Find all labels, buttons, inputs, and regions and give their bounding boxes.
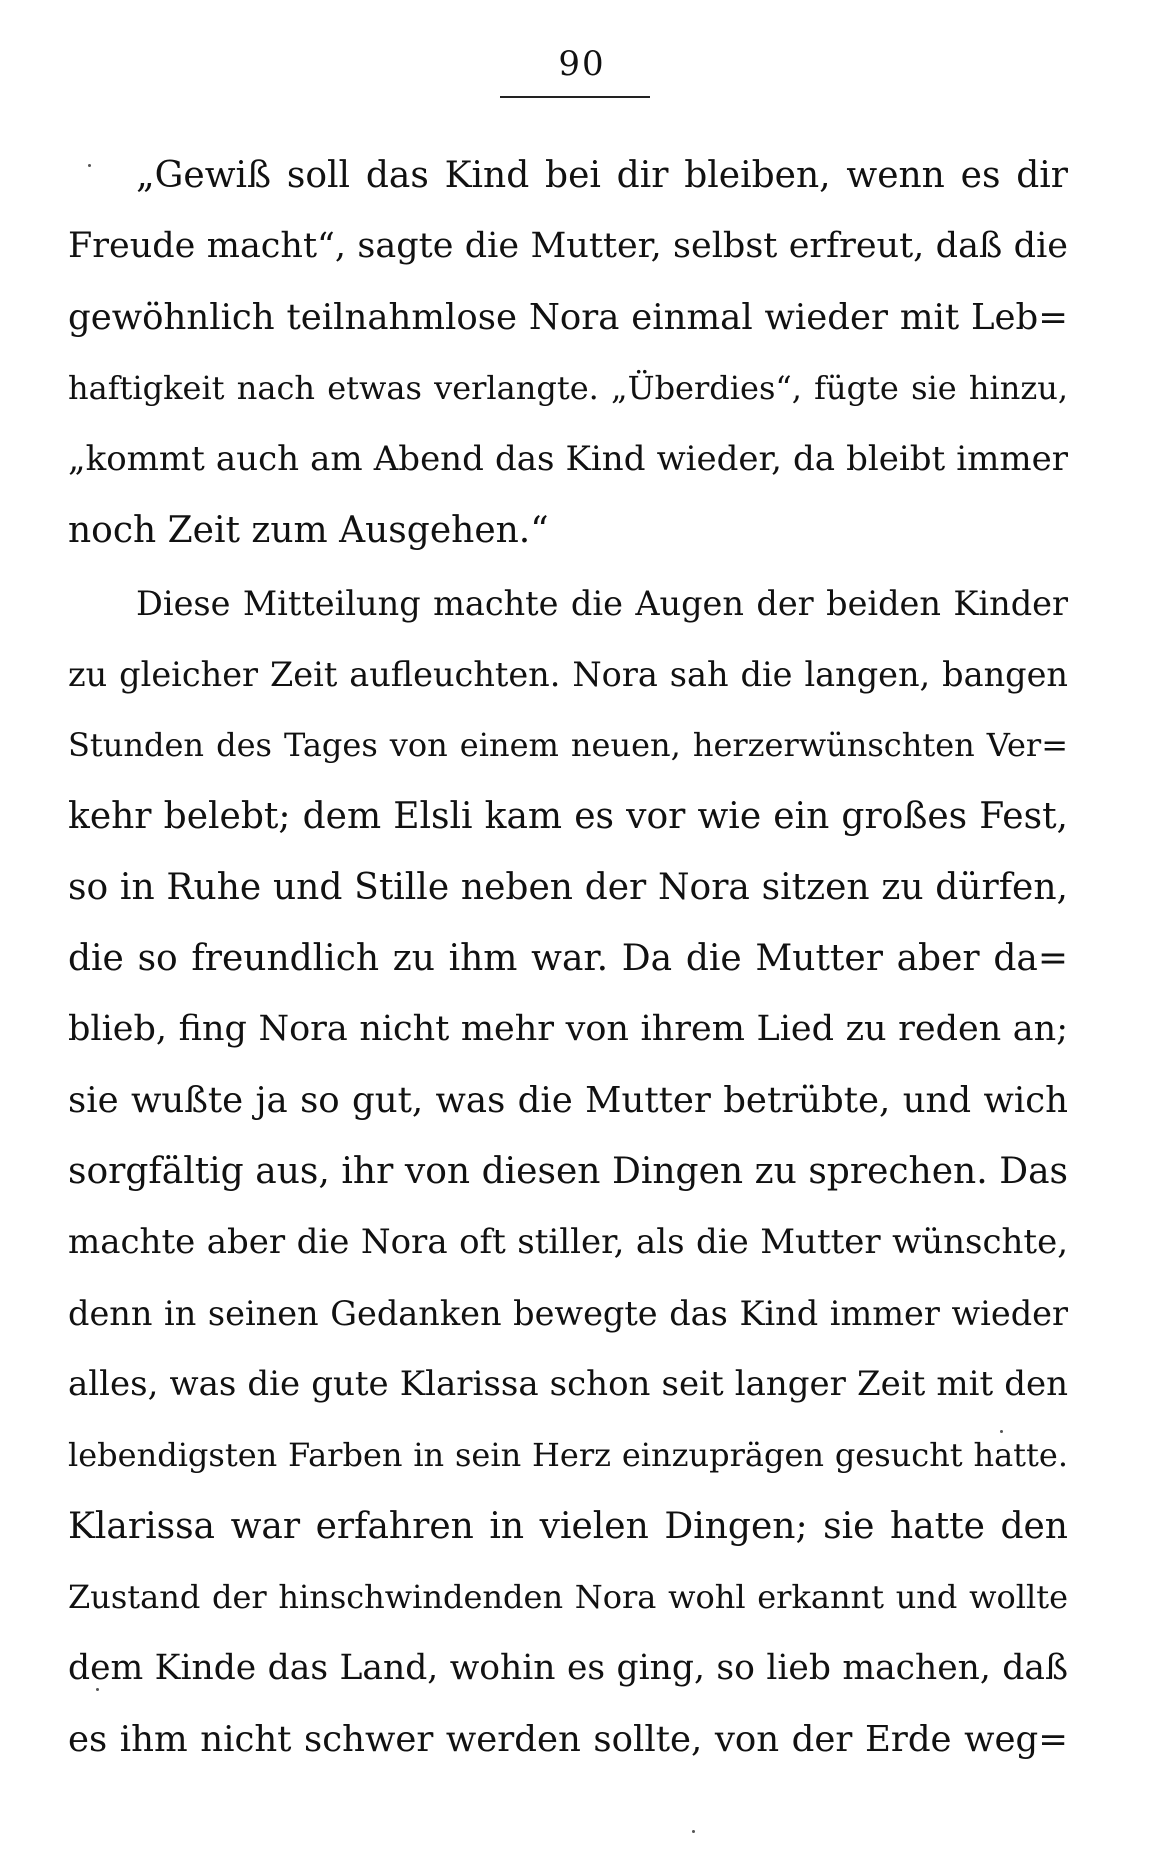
print-speck bbox=[96, 1688, 99, 1691]
text-line: so in Ruhe und Stille neben der Nora sitzen zu dürfen, bbox=[68, 867, 1068, 908]
text-line: dem Kinde das Land, wohin es ging, so lieb machen, daß bbox=[68, 1648, 1068, 1688]
text-line: zu gleicher Zeit aufleuchten. Nora sah die langen, bangen bbox=[68, 655, 1068, 694]
print-speck bbox=[692, 1830, 695, 1833]
text-line: blieb, fing Nora nicht mehr von ihrem Lied zu reden an; bbox=[68, 1009, 1068, 1049]
text-line: noch Zeit zum Ausgehen.“ bbox=[68, 510, 549, 551]
print-speck bbox=[1000, 1430, 1003, 1433]
text-line: alles, was die gute Klarissa schon seit langer Zeit mit den bbox=[68, 1364, 1068, 1404]
print-speck bbox=[88, 164, 91, 167]
text-line: Freude macht“, sagte die Mutter, selbst erfreut, daß die bbox=[68, 226, 1068, 266]
text-line: machte aber die Nora oft stiller, als die Mutter wünschte, bbox=[68, 1222, 1068, 1262]
text-line: sie wußte ja so gut, was die Mutter betrübte, und wich bbox=[68, 1080, 1068, 1121]
text-line: haftigkeit nach etwas verlangte. „Überdies“, fügte sie hinzu, bbox=[68, 369, 1068, 407]
text-line: Zustand der hinschwindenden Nora wohl erkannt und wollte bbox=[68, 1578, 1068, 1616]
text-line: lebendigsten Farben in sein Herz einzuprägen gesucht hatte. bbox=[68, 1436, 1068, 1474]
text-line: Diese Mitteilung machte die Augen der beiden Kinder bbox=[136, 584, 1068, 623]
text-line: gewöhnlich teilnahmlose Nora einmal wieder mit Leb= bbox=[68, 297, 1068, 338]
body-text bbox=[68, 140, 1068, 1775]
header-rule bbox=[500, 96, 650, 98]
text-line: es ihm nicht schwer werden sollte, von der Erde weg= bbox=[68, 1719, 1068, 1760]
text-line: sorgfältig aus, ihr von diesen Dingen zu sprechen. Das bbox=[68, 1151, 1068, 1192]
text-line: die so freundlich zu ihm war. Da die Mutter aber da= bbox=[68, 938, 1068, 979]
text-line: kehr belebt; dem Elsli kam es vor wie ein großes Fest, bbox=[68, 796, 1068, 837]
text-line: Klarissa war erfahren in vielen Dingen; sie hatte den bbox=[68, 1506, 1068, 1547]
page-number: 90 bbox=[558, 44, 606, 84]
text-line: „Gewiß soll das Kind bei dir bleiben, wenn es dir bbox=[136, 155, 1068, 196]
text-line: Stunden des Tages von einem neuen, herzerwünschten Ver= bbox=[68, 726, 1068, 764]
text-line: „kommt auch am Abend das Kind wieder, da bleibt immer bbox=[68, 439, 1068, 479]
text-line: denn in seinen Gedanken bewegte das Kind immer wieder bbox=[68, 1294, 1068, 1333]
